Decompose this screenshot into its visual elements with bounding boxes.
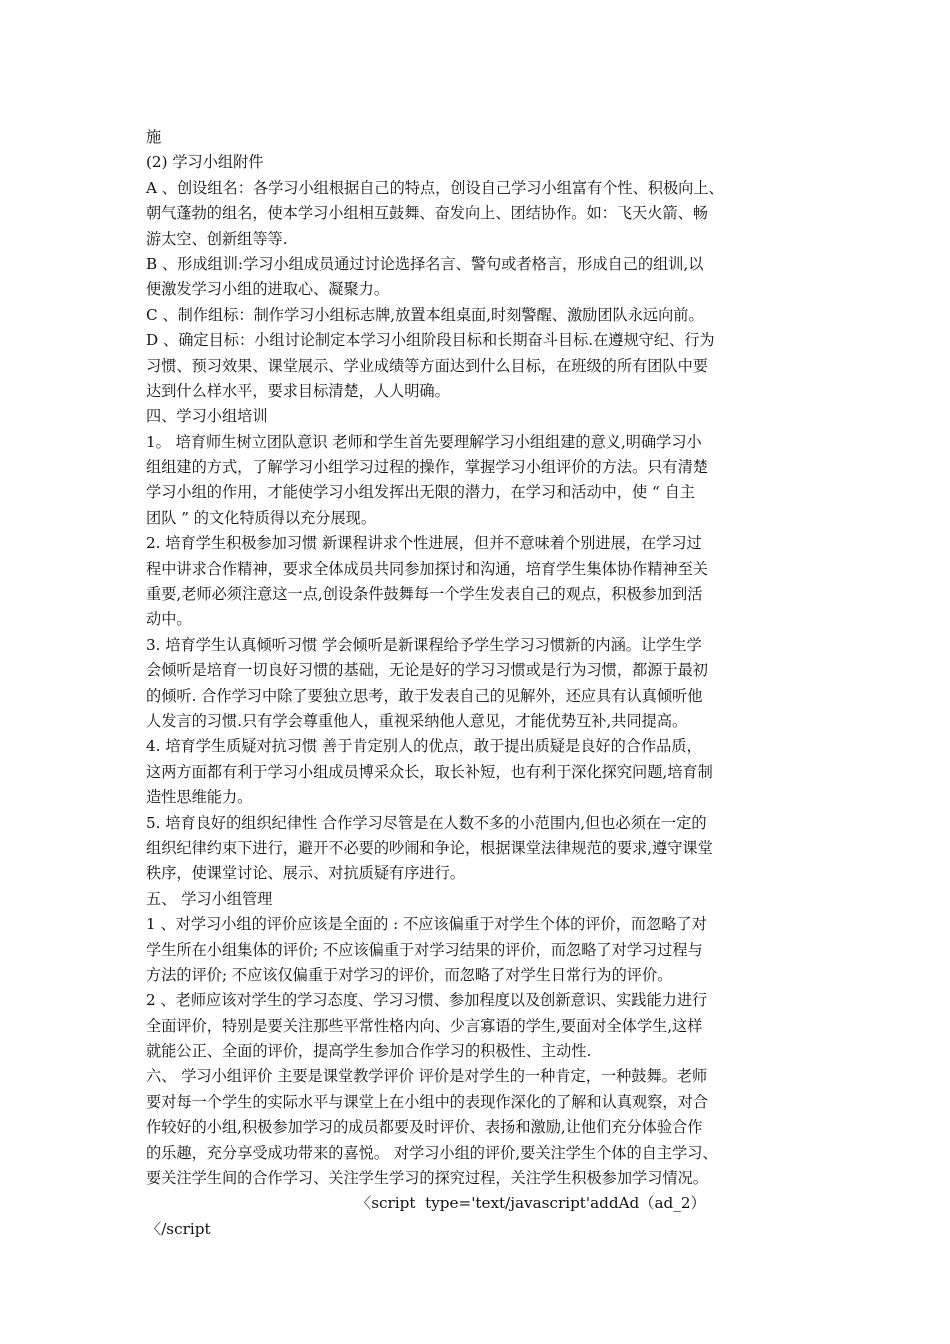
text-line: 组织纪律约束下进行，避开不必要的吵闹和争论，根据课堂法律规范的要求,遵守课堂 [146,838,713,857]
text-line: 全面评价，特别是要关注那些平常性格内向、少言寡语的学生,要面对全体学生,这样 [146,1016,703,1035]
text-line: 这两方面都有利于学习小组成员博采众长，取长补短，也有利于深化探究问题,培育制 [146,762,713,781]
text-line: 1 、对学习小组的评价应该是全面的 : 不应该偏重于对学生个体的评价，而忽略了对 [146,915,707,934]
text-line: 四、学习小组培训 [146,407,268,426]
text-line: 施 [146,128,162,146]
text-line: 2. 培育学生积极参加习惯 新课程讲求个性进展，但并不意味着个别进展，在学习过 [146,534,702,553]
text-line: 重要,老师必须注意这一点,创设条件鼓舞每一个学生发表自己的观点，积极参加到活 [146,585,703,604]
text-line: 5. 培育良好的组织纪律性 合作学习尽管是在人数不多的小范围内,但也必须在一定的 [146,813,707,832]
text-line: 便激发学习小组的进取心、凝聚力。 [146,280,389,299]
text-line: 2 、老师应该对学生的学习态度、学习习惯、参加程度以及创新意识、实践能力进行 [146,991,708,1010]
script-tag-text: 〈script type='text/javascript'addAd（ad_2） [356,1194,706,1213]
text-line: 的倾听. 合作学习中除了要独立思考，敢于发表自己的见解外，还应具有认真倾听他 [146,686,703,705]
text-line: 作较好的小组,积极参加学习的成员都要及时评价、表扬和激励,让他们充分体验合作 [146,1118,703,1137]
text-line: 3. 培育学生认真倾听习惯 学会倾听是新课程给予学生学习习惯新的内涵。让学生学 [146,635,702,654]
text-line: B 、形成组训:学习小组成员通过讨论选择名言、警句或者格言，形成自己的组训,以 [146,254,704,273]
text-line: 程中讲求合作精神，要求全体成员共同参加探讨和沟通，培育学生集体协作精神至关 [146,559,708,578]
text-line: 会倾听是培育一切良好习惯的基础，无论是好的学习习惯或是行为习惯，都源于最初 [146,661,708,680]
text-line: 团队 ” 的文化特质得以充分展现。 [146,508,377,527]
text-line: C 、制作组标：制作学习小组标志牌,放置本组桌面,时刻警醒、激励团队永远向前。 [146,305,704,324]
text-line: 1。 培育师生树立团队意识 老师和学生首先要理解学习小组组建的意义,明确学习小 [146,432,702,451]
text-line: (2) 学习小组附件 [146,153,264,172]
text-line: 组组建的方式，了解学习小组学习过程的操作，掌握学习小组评价的方法。只有清楚 [146,458,708,477]
text-line: 动中。 [146,610,192,629]
text-line: 六、 学习小组评价 主要是课堂教学评价 评价是对学生的一种肯定，一种鼓舞。老师 [146,1067,708,1086]
text-line: 游太空、创新组等等. [146,229,288,248]
text-line: 人发言的习惯.只有学会尊重他人，重视采纳他人意见，才能优势互补,共同提高。 [146,711,688,730]
text-line: 要关注学生间的合作学习、关注学生学习的探究过程，关注学生积极参加学习情况。 [146,1169,708,1188]
text-line: 五、 学习小组管理 [146,889,273,908]
text-line: 达到什么样水平，要求目标清楚，人人明确。 [146,381,450,400]
text-line: 的乐趣，充分享受成功带来的喜悦。 对学习小组的评价,要关注学生个体的自主学习、 [146,1143,718,1162]
text-line: 学生所在小组集体的评价; 不应该偏重于对学习结果的评价，而忽略了对学习过程与 [146,940,703,959]
text-line: 方法的评价; 不应该仅偏重于对学习的评价，而忽略了对学生日常行为的评价。 [146,965,673,984]
text-line: 4. 培育学生质疑对抗习惯 善于肯定别人的优点，敢于提出质疑是良好的合作品质， [146,737,702,756]
text-line: 就能公正、全面的评价，提高学生参加合作学习的积极性、主动性. [146,1042,592,1061]
text-line: 习惯、预习效果、课堂展示、学业成绩等方面达到什么目标，在班级的所有团队中要 [146,356,708,375]
document-body [146,125,826,1242]
text-line: 秩序，使课堂讨论、展示、对抗质疑有序进行。 [146,864,465,883]
text-line: D 、确定目标：小组讨论制定本学习小组阶段目标和长期奋斗目标.在遵规守纪、行为 [146,331,715,350]
text-line: 造性思维能力。 [146,788,253,807]
text-line: 朝气蓬勃的组名，使本学习小组相互鼓舞、奋发向上、团结协作。如：飞天火箭、畅 [146,204,708,223]
text-line: 要对每一个学生的实际水平与课堂上在小组中的表现作深化的了解和认真观察，对合 [146,1092,708,1111]
text-line: A 、创设组名：各学习小组根据自己的特点，创设自己学习小组富有个性、积极向上、 [146,178,724,197]
script-close-text: 〈/script [146,1219,211,1238]
text-line: 学习小组的作用，才能使学习小组发挥出无限的潜力，在学习和活动中，使 “ 自主 [146,483,695,502]
